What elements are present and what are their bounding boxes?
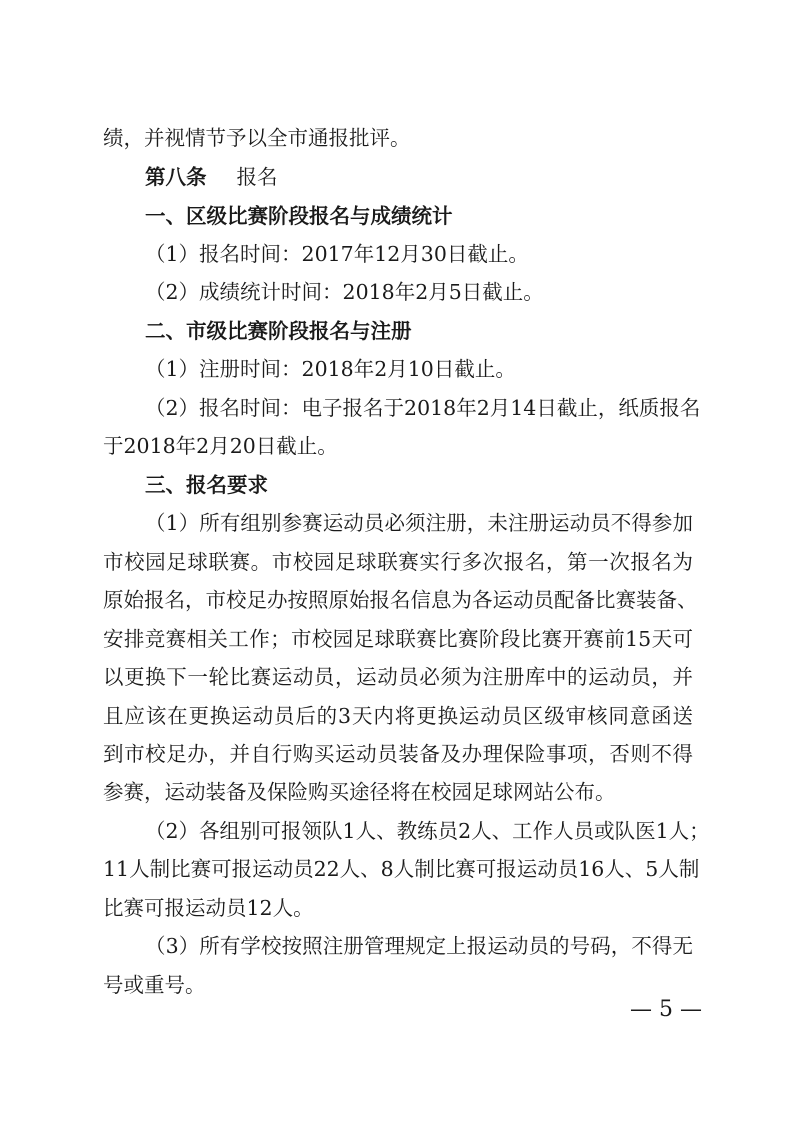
- section-heading: 三、报名要求: [145, 473, 268, 497]
- paragraph-line: 且应该在更换运动员后的3天内将更换运动员区级审核同意函送: [103, 704, 693, 728]
- list-item: （2）各组别可报领队1人、教练员2人、工作人员或队医1人；: [145, 819, 710, 843]
- paragraph-line: 比赛可报运动员12人。: [103, 896, 314, 920]
- list-item: （1）所有组别参赛运动员必须注册，未注册运动员不得参加: [145, 511, 693, 535]
- article-title: 报名: [236, 165, 278, 189]
- paragraph-line: 绩，并视情节予以全市通报批评。: [103, 126, 411, 150]
- paragraph-line: 到市校足办，并自行购买运动员装备及办理保险事项，否则不得: [103, 742, 693, 766]
- article-number: 第八条: [145, 165, 207, 189]
- page-number: — 5 —: [630, 997, 702, 1022]
- paragraph-line: 原始报名，市校足办按照原始报名信息为各运动员配备比赛装备、: [103, 588, 698, 612]
- paragraph-line: 参赛，运动装备及保险购买途径将在校园足球网站公布。: [103, 780, 616, 804]
- article-heading: [145, 157, 693, 197]
- paragraph-line: 于2018年2月20日截止。: [103, 434, 338, 458]
- paragraph-line: 号或重号。: [103, 973, 206, 997]
- list-item: （1）注册时间：2018年2月10日截止。: [145, 357, 516, 381]
- paragraph-line: 以更换下一轮比赛运动员，运动员必须为注册库中的运动员，并: [103, 665, 693, 689]
- list-item: （3）所有学校按照注册管理规定上报运动员的号码，不得无: [145, 934, 693, 958]
- list-item: （1）报名时间：2017年12月30日截止。: [145, 242, 529, 266]
- section-heading: 二、市级比赛阶段报名与注册: [145, 319, 412, 343]
- list-item: （2）成绩统计时间：2018年2月5日截止。: [145, 280, 544, 304]
- paragraph-line: 11人制比赛可报运动员22人、8人制比赛可报运动员16人、5人制: [103, 857, 700, 881]
- paragraph-line: 市校园足球联赛。市校园足球联赛实行多次报名，第一次报名为: [103, 550, 693, 574]
- list-item: （2）报名时间：电子报名于2018年2月14日截止，纸质报名: [145, 396, 701, 420]
- section-heading: 一、区级比赛阶段报名与成绩统计: [145, 204, 453, 228]
- paragraph-line: 安排竞赛相关工作；市校园足球联赛比赛阶段比赛开赛前15天可: [103, 627, 693, 651]
